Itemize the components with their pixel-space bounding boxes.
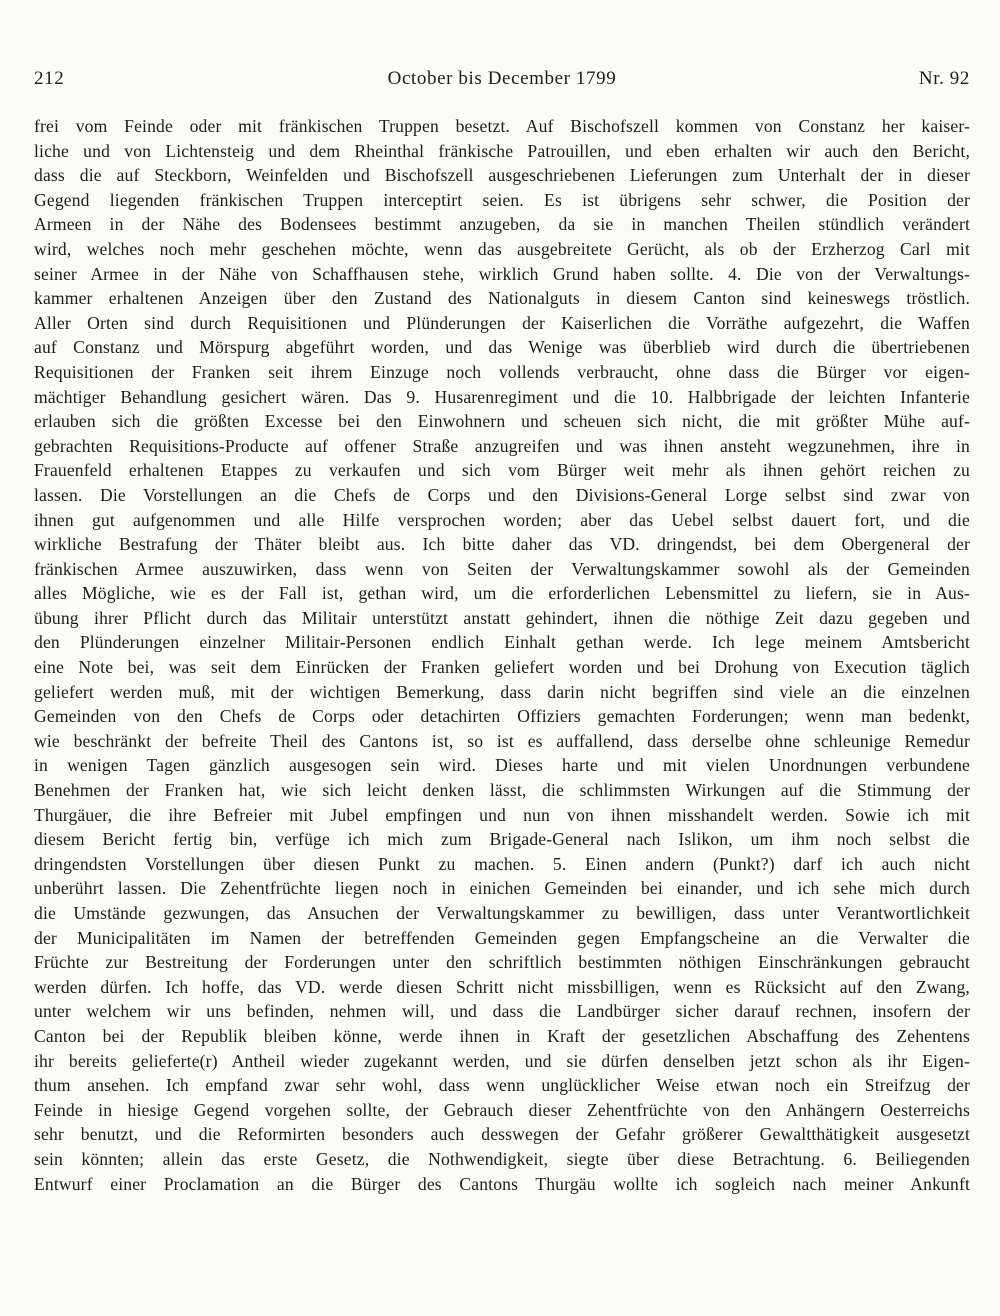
text-line: gebrachten Requisitions-Producte auf offener Straße anzugreifen und was ihnen ansteht wegzunehmen, ihre in	[34, 435, 970, 456]
page-number: 212	[34, 68, 65, 89]
text-line: ihr bereits gelieferte(r) Antheil wieder zugekannt werden, und sie dürfen denselben jetzt schon als ihr Eigen-	[34, 1050, 970, 1071]
text-line: lassen. Die Vorstellungen an die Chefs de Corps und den Divisions-General Lorge selbst sind zwar von	[34, 484, 970, 505]
text-line: kammer erhaltenen Anzeigen über den Zustand des Nationalguts in diesem Canton sind keineswegs tröstlich.	[34, 288, 970, 309]
text-line: sein könnten; allein das erste Gesetz, die Nothwendigkeit, siegte über diese Betrachtung. 6. Beiliegenden	[34, 1148, 970, 1169]
text-line: dringendsten Vorstellungen über diesen Punkt zu machen. 5. Einen andern (Punkt?) darf ich auch nicht	[34, 853, 970, 874]
text-line: erlauben sich die größten Excesse bei den Einwohnern und scheuen sich nicht, die mit größter Mühe auf-	[34, 411, 970, 432]
text-line: seiner Armee in der Nähe von Schaffhausen stehe, wirklich Grund haben sollte. 4. Die von der Verwaltungs-	[34, 263, 970, 284]
text-line: alles Mögliche, wie es der Fall ist, gethan wird, um die erforderlichen Lebensmittel zu liefern, sie in Aus-	[34, 583, 970, 604]
text-line: werden dürfen. Ich hoffe, das VD. werde diesen Schritt nicht missbilligen, wenn es Rücksicht auf den Zwang,	[34, 976, 970, 997]
text-line: den Plünderungen einzelner Militair-Personen endlich Einhalt gethan werde. Ich lege meinem Amtsbericht	[34, 632, 970, 653]
text-line: wird, welches noch mehr geschehen möchte, wenn das ausgebreitete Gerücht, als ob der Erzherzog Carl mit	[34, 238, 970, 259]
text-line: Früchte zur Bestreitung der Forderungen unter den schriftlich bestimmten nöthigen Einschränkungen gebraucht	[34, 952, 970, 973]
text-line: Entwurf einer Proclamation an die Bürger des Cantons Thurgäu wollte ich sogleich nach meiner Ankunft	[34, 1173, 970, 1194]
running-header	[34, 68, 970, 104]
text-line: Gegend liegenden fränkischen Truppen interceptirt seien. Es ist übrigens sehr schwer, die Position der	[34, 189, 970, 210]
body-text	[34, 114, 970, 1196]
text-line: übung ihrer Pflicht durch das Militair unterstützt anstatt gehindert, ihnen die nöthige Zeit dazu gegeben und	[34, 607, 970, 628]
text-line: Aller Orten sind durch Requisitionen und Plünderungen der Kaiserlichen die Vorräthe aufgezehrt, die Waffen	[34, 312, 970, 333]
text-line: thum ansehen. Ich empfand zwar sehr wohl, dass wenn unglücklicher Weise etwan noch ein Streifzug der	[34, 1075, 970, 1096]
text-line: Thurgäuer, die ihre Befreier mit Jubel empfingen und nun von ihnen misshandelt werden. Sowie ich mit	[34, 804, 970, 825]
text-line: fränkischen Armee auszuwirken, dass wenn von Seiten der Verwaltungskammer sowohl als der Gemeinden	[34, 558, 970, 579]
text-line: Canton bei der Republik bleiben könne, werde ihnen in Kraft der gesetzlichen Abschaffung des Zehentens	[34, 1025, 970, 1046]
text-line: Benehmen der Franken hat, wie sich leicht denken lässt, die schlimmsten Wirkungen auf die Stimmung der	[34, 780, 970, 801]
text-line: in wenigen Tagen gänzlich ausgesogen sein wird. Dieses harte und mit vielen Unordnungen verbundene	[34, 755, 970, 776]
text-line: wirkliche Bestrafung der Thäter bleibt aus. Ich bitte daher das VD. dringendst, bei dem Obergeneral der	[34, 534, 970, 555]
text-line: Requisitionen der Franken seit ihrem Einzuge noch vollends verbraucht, ohne dass die Bürger vor eigen-	[34, 361, 970, 382]
text-line: mächtiger Behandlung gesichert wären. Das 9. Husarenregiment und die 10. Halbbrigade der leichten Infanterie	[34, 386, 970, 407]
text-line: Frauenfeld erhaltenen Etappes zu verkaufen und sich vom Bürger weit mehr als ihnen gehört reichen zu	[34, 460, 970, 481]
text-line: liche und von Lichtensteig und dem Rheinthal fränkische Patrouillen, und eben erhalten wir auch den Bericht,	[34, 140, 970, 161]
text-line: unter welchem wir uns befinden, nehmen will, und dass die Landbürger sicher darauf rechnen, insofern der	[34, 1001, 970, 1022]
text-line: Feinde in hiesige Gegend vorgehen sollte, der Gebrauch dieser Zehentfrüchte von den Anhängern Oesterreichs	[34, 1099, 970, 1120]
text-line: wie beschränkt der befreite Theil des Cantons ist, so ist es auffallend, dass derselbe ohne schleunige Remedur	[34, 730, 970, 751]
text-line: sehr benutzt, und die Reformirten besonders auch desswegen der Gefahr größerer Gewaltthätigkeit ausgesetzt	[34, 1124, 970, 1145]
text-line: der Municipalitäten im Namen der betreffenden Gemeinden gegen Empfangscheine an die Verwalter die	[34, 927, 970, 948]
text-line: Armeen in der Nähe des Bodensees bestimmt anzugeben, da sie in manchen Theilen stündlich verändert	[34, 214, 970, 235]
text-line: unberührt lassen. Die Zehentfrüchte liegen noch in einichen Gemeinden bei einander, und ich sehe mich durch	[34, 878, 970, 899]
text-line: ihnen gut aufgenommen und alle Hilfe versprochen worden; aber das Uebel selbst dauert fort, und die	[34, 509, 970, 530]
text-line: frei vom Feinde oder mit fränkischen Truppen besetzt. Auf Bischofszell kommen von Constanz her kaiser-	[34, 116, 970, 136]
text-line: dass die auf Steckborn, Weinfelden und Bischofszell ausgeschriebenen Lieferungen zum Unterhalt der in dieser	[34, 165, 970, 186]
document-number: Nr. 92	[918, 68, 970, 89]
text-line: geliefert werden muß, mit der wichtigen Bemerkung, dass darin nicht begriffen sind viele an die einzelnen	[34, 681, 970, 702]
text-line: diesem Bericht fertig bin, verfüge ich mich zum Brigade-General nach Islikon, um ihm noch selbst die	[34, 829, 970, 850]
text-line: eine Note bei, was seit dem Einrücken der Franken geliefert worden und bei Drohung von Execution täglich	[34, 657, 970, 678]
text-line: Gemeinden von den Chefs de Corps oder detachirten Offiziers gemachten Forderungen; wenn man bedenkt,	[34, 706, 970, 727]
text-line: auf Constanz und Mörspurg abgeführt worden, und das Wenige was überblieb wird durch die übertriebenen	[34, 337, 970, 358]
running-title: October bis December 1799	[387, 68, 617, 89]
text-line: die Umstände gezwungen, das Ansuchen der Verwaltungskammer zu bewilligen, dass unter Verantwortlichkeit	[34, 903, 970, 923]
